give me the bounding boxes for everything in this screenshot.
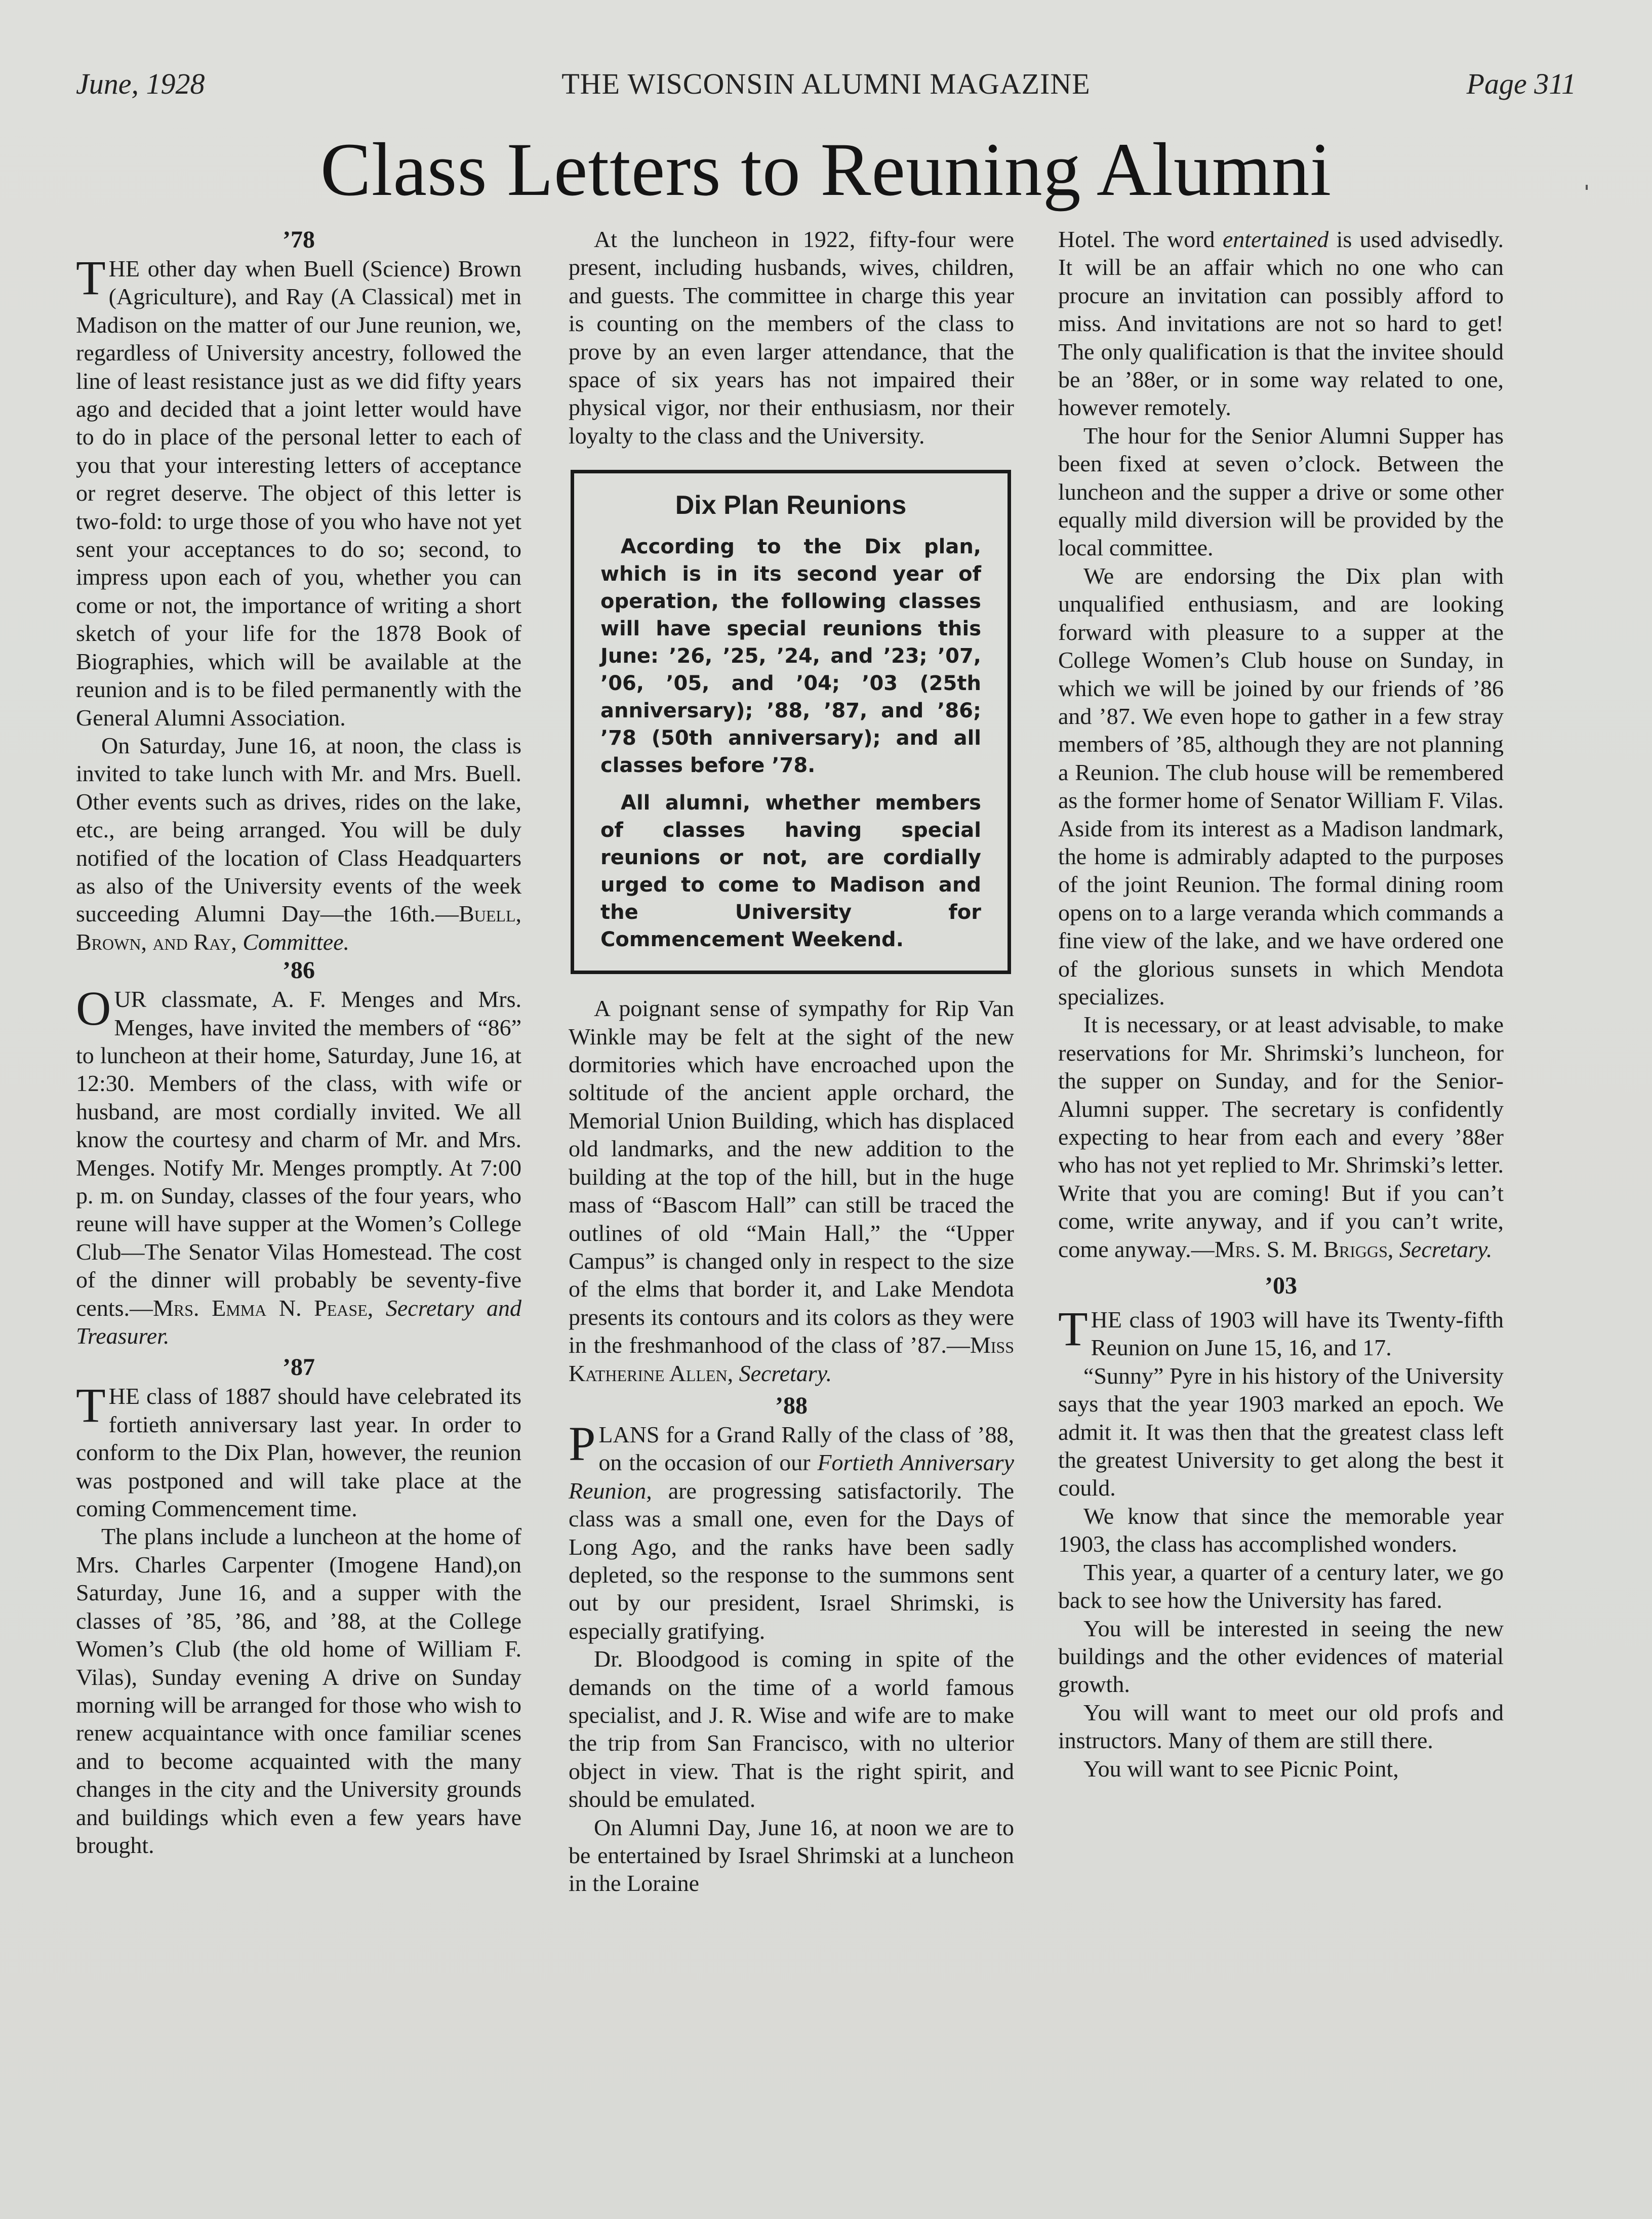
paragraph-88-hotel: Hotel. The word entertained is used advisedly. It will be an affair which no one who can procure an invitation can possibly afford to miss. And invitations are not so hard to get! The only qualification is that the invitee should be an ’88er, or in some way related to one, however remotely. — [1058, 226, 1504, 421]
box-paragraph-1: According to the Dix plan, which is in its second year of operation, the following classes will have special reunions this June: ’26, ’25, ’24, and ’23; ’07, ’06, ’05, and ’04; ’03 (25th anniversary); ’88, ’87, and ’86; ’78 (50th anniversary); and all classes before ’78. — [600, 535, 981, 778]
signature-role: Committee. — [243, 929, 350, 955]
column-2 — [569, 225, 1014, 1898]
paragraph-03-intro: THE class of 1903 will have its Twenty-fifth Reunion on June 15, 16, and 17. — [1058, 1302, 1504, 1361]
paragraph-87-luncheon: At the luncheon in 1922, fifty-four were present, including husbands, wives, children, and guests. The committee in charge this year is counting on the members of the class to prove by an even larger attendance, that the space of six years has not impaired their physical vigor, nor their enthusiasm, nor their loyalty to the class and the University. — [569, 226, 1014, 449]
paragraph-88-bloodgood: Dr. Bloodgood is coming in spite of the demands on the time of a world famous specialist, and J. R. Wise and wife are to make the trip from San Francisco, with no ulterior object in view. That is the right spirit, and should be emulated. — [569, 1646, 1014, 1812]
paragraph-03-quarter: This year, a quarter of a century later, we go back to see how the University has fared. — [1058, 1559, 1504, 1613]
paragraph-03-profs: You will want to meet our old profs and instructors. Many of them are still there. — [1058, 1699, 1504, 1754]
paragraph-88-reservations: It is necessary, or at least advisable, to make reservations for Mr. Shrimski’s luncheon, for the supper on Sunday, and for the Senior-Alumni supper. The secretary is confidently expecting to hear from each and every ’88er who has not yet replied to Mr. Shrimski’s letter. Write that you are coming! But if you can’t come, write anyway, and if you can’t write, come anyway.—Mrs. S. M. Briggs, Secretary. — [1058, 1012, 1504, 1262]
magazine-name: THE WISCONSIN ALUMNI MAGAZINE — [561, 67, 1091, 100]
paragraph-86: OUR classmate, A. F. Menges and Mrs. Menges, have invited the members of “86” to luncheon at their home, Saturday, June 16, at 12:30. Members of the class, with wife or husband, are most cordially invited. We all know the courtesy and charm of Mr. and Mrs. Menges. Notify Mr. Menges promptly. At 7:00 p. m. on Sunday, classes of the four years, who reune will have supper at the Women’s College Club—The Senator Vilas Homestead. The cost of the dinner will probably be seventy-five cents.—Mrs. Emma N. Pease, Secretary and Treasurer. — [76, 981, 521, 1349]
article-title: Class Letters to Reuning Alumni — [320, 128, 1332, 212]
signature: Miss Katherine Allen, — [569, 1332, 1014, 1386]
signature: Mrs. Emma N. Pease, — [153, 1295, 374, 1321]
drop-cap: T — [76, 1378, 106, 1433]
paragraph-03-buildings: You will be interested in seeing the new buildings and the other evidences of material growth. — [1058, 1615, 1504, 1698]
box-title: Dix Plan Reunions — [675, 491, 907, 520]
drop-cap: T — [76, 251, 106, 305]
class-heading-03: ’03 — [1265, 1272, 1297, 1300]
paragraph-88-alumni-day: On Alumni Day, June 16, at noon we are to be entertained by Israel Shrimski at a luncheon in the Loraine — [569, 1814, 1014, 1897]
dix-plan-box — [571, 470, 1011, 974]
page-number: Page 311 — [1466, 67, 1576, 100]
running-header — [76, 67, 1576, 112]
box-paragraph-2: All alumni, whether members of classes having special reunions or not, are cordially urged to come to Madison and the University for Commencement Weekend. — [600, 791, 981, 952]
paragraph-78-intro: THE other day when Buell (Science) Brown (Agriculture), and Ray (A Classical) met in Madison on the matter of our June reunion, we, regardless of University ancestry, followed the line of least resistance just as we did fifty years ago and decided that a joint letter would have to do in place of the personal letter to each of you that your interesting letters of acceptance or regret deserve. The object of this letter is two-fold: to urge those of you who have not yet sent your acceptances to do so; second, to impress upon each of you, whether you can come or not, the importance of writing a short sketch of your life for the 1878 Book of Biographies, which will be available at the reunion and is to be filed permanently with the General Alumni Association. — [76, 251, 521, 731]
paragraph-87-sympathy: A poignant sense of sympathy for Rip Van Winkle may be felt at the sight of the new dormitories which have encroached upon the soltitude of the ancient apple orchard, the Memorial Union Building, which has displaced old landmarks, and the new addition to the building at the top of the hill, but in the huge mass of “Bascom Hall” can still be traced the outlines of old “Main Hall,” the “Upper Campus” is changed only in respect to the size of the elms that border it, and Lake Mendota presents its contours and its colors as they were in the freshmanhood of the class of ’87.—Miss Katherine Allen, Secretary. — [569, 995, 1014, 1386]
signature-role: Secretary and Treasurer. — [76, 1295, 521, 1349]
margin-mark — [1586, 185, 1588, 190]
paragraph-03-wonders: We know that since the memorable year 1903, the class has accomplished wonders. — [1058, 1503, 1504, 1557]
paragraph-03-pyre: “Sunny” Pyre in his history of the University says that the year 1903 marked an epoch. We admit it. It was then that the greatest class left the greatest University to get along the best it could. — [1058, 1362, 1504, 1501]
paragraph-03-picnic-point: You will want to see Picnic Point, — [1083, 1755, 1399, 1782]
class-heading-87: ’87 — [283, 1354, 315, 1381]
drop-cap: O — [76, 981, 111, 1036]
signature: Mrs. S. M. Briggs, — [1214, 1236, 1394, 1262]
paragraph-87-intro: THE class of 1887 should have celebrated its fortieth anniversary last year. In order to conform to the Dix Plan, however, the reunion was postponed and will take place at the coming Commencement time. — [76, 1378, 521, 1522]
paragraph-87-plans: The plans include a luncheon at the home of Mrs. Charles Carpenter (Imogene Hand),on Saturday, June 16, and a supper with the classes of ’85, ’86, and ’88, at the College Women’s Club (the old home of William F. Vilas), Sunday evening A drive on Sunday morning will be arranged for those who wish to renew acquaintance with once familiar scenes and to become acquainted with the many changes in the city and the University grounds and buildings which even a few years have brought. — [76, 1523, 521, 1858]
class-heading-86: ’86 — [283, 957, 315, 984]
class-heading-88: ’88 — [775, 1392, 808, 1419]
signature-role: Secretary. — [1399, 1236, 1493, 1262]
paragraph-88-dix: We are endorsing the Dix plan with unqualified enthusiasm, and are looking forward with pleasure to a supper at the College Women’s Club house on Sunday, in which we will be joined by our friends of ’86 and ’87. We even hope to gather in a few stray members of ’85, although they are not planning a Reunion. The club house will be remembered as the former home of Senator William F. Vilas. Aside from its interest as a Madison landmark, the home is admirably adapted to the purposes of the joint Reunion. The formal dining room opens on to a large veranda which commands a fine view of the lake, and we have ordered one of the glorious sunsets in which Mendota specializes. — [1058, 562, 1504, 1010]
paragraph-88-supper: The hour for the Senior Alumni Supper has been fixed at seven o’clock. Between the luncheon and the supper a drive or some other equally mild diversion will be provided by the local committee. — [1058, 422, 1504, 561]
drop-cap: P — [569, 1416, 596, 1471]
issue-date: June, 1928 — [76, 67, 205, 100]
paragraph-78-lunch: On Saturday, June 16, at noon, the class is invited to take lunch with Mr. and Mrs. Buell. Other events such as drives, rides on the lake, etc., are being arranged. You will be duly notified of the location of Class Headquarters as also of the University events of the week succeeding Alumni Day—the 16th.—Buell, Brown, and Ray, Committee. — [76, 732, 521, 955]
signature: Buell, Brown, and Ray, — [76, 901, 521, 955]
class-heading-78: ’78 — [283, 226, 315, 253]
paragraph-88-plans: PLANS for a Grand Rally of the class of ’88, on the occasion of our Fortieth Anniversary Reunion, are progressing satisfactorily. The class was a small one, even for the Days of Long Ago, and the ranks have been sadly depleted, so the response to the summons sent out by our president, Israel Shrimski, is especially gratifying. — [569, 1416, 1014, 1644]
drop-cap: T — [1058, 1302, 1088, 1356]
column-1 — [76, 225, 521, 1859]
signature-role: Secretary. — [739, 1360, 832, 1386]
column-3 — [1058, 225, 1504, 1783]
